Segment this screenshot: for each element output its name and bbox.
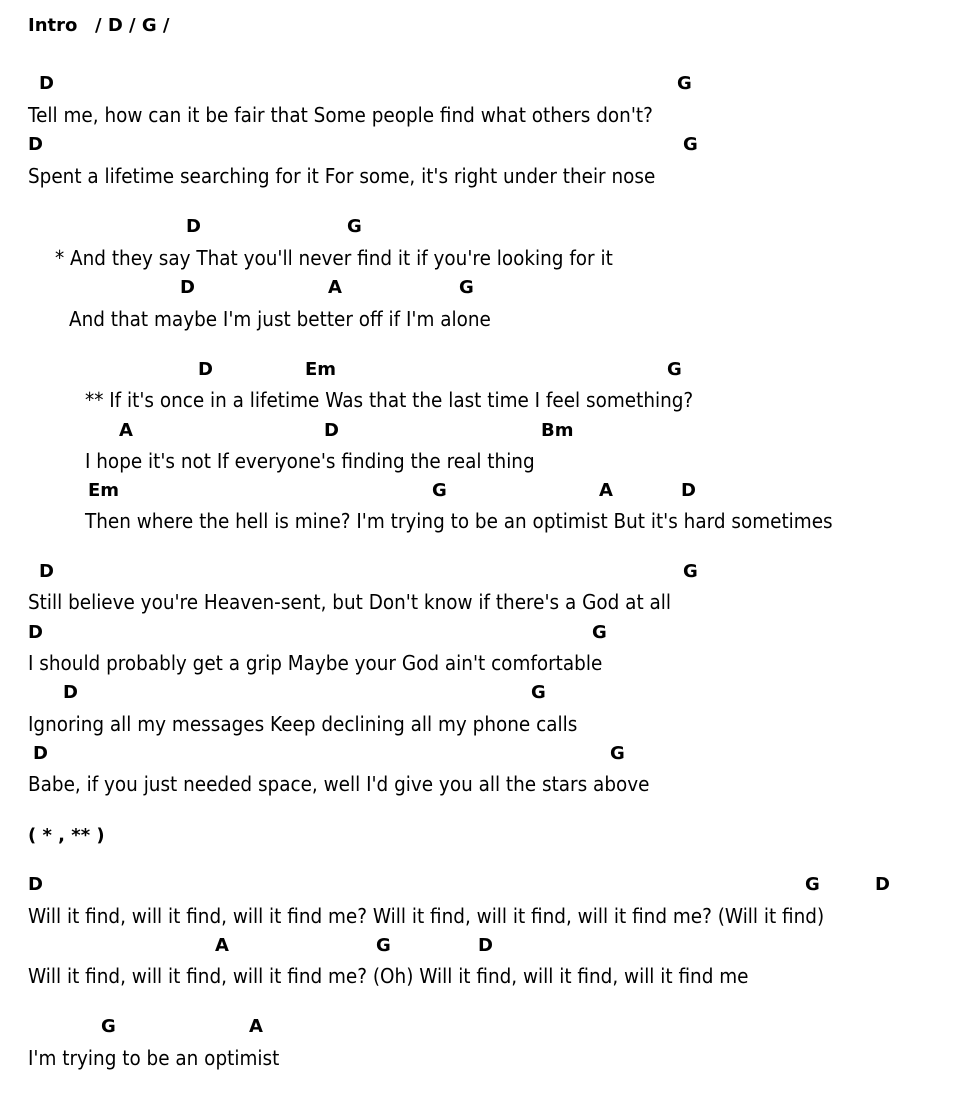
intro-chords: / D / G / — [95, 15, 170, 36]
chord: D — [28, 134, 43, 155]
lyric-line: Spent a lifetime searching for it For some, it's right under their nose — [28, 164, 656, 188]
chord: G — [677, 73, 692, 94]
lyric-line: I should probably get a grip Maybe your God ain't comfortable — [28, 651, 603, 675]
chord: D — [33, 743, 48, 764]
chord: G — [531, 682, 546, 703]
lyric-line: Tell me, how can it be fair that Some people find what others don't? — [28, 103, 653, 127]
chord: Bm — [541, 420, 574, 441]
chord: G — [805, 874, 820, 895]
chord: D — [681, 480, 696, 501]
lyric-line: ** If it's once in a lifetime Was that the last time I feel something? — [85, 388, 694, 412]
chord: G — [432, 480, 447, 501]
chord: G — [610, 743, 625, 764]
repeat-marker: ( * , ** ) — [28, 825, 105, 846]
lyric-line: Ignoring all my messages Keep declining all my phone calls — [28, 712, 578, 736]
chord: A — [249, 1016, 263, 1037]
lyric-line: Still believe you're Heaven-sent, but Don't know if there's a God at all — [28, 590, 672, 614]
lyric-line: I hope it's not If everyone's finding the real thing — [85, 449, 535, 473]
chord: G — [459, 277, 474, 298]
lyric-line: And that maybe I'm just better off if I'm alone — [69, 307, 491, 331]
chord: A — [328, 277, 342, 298]
chord: D — [28, 622, 43, 643]
lyric-line: Then where the hell is mine? I'm trying to be an optimist But it's hard sometimes — [85, 509, 833, 533]
chord: D — [875, 874, 890, 895]
chord: Em — [305, 359, 337, 380]
chord: G — [592, 622, 607, 643]
chord: D — [63, 682, 78, 703]
chord: D — [324, 420, 339, 441]
lyric-line: Will it find, will it find, will it find me? (Oh) Will it find, will it find, will it find me — [28, 964, 749, 988]
chord: A — [599, 480, 613, 501]
lyric-line: Babe, if you just needed space, well I'd give you all the stars above — [28, 772, 650, 796]
chord: D — [39, 73, 54, 94]
lyric-line: Will it find, will it find, will it find me? Will it find, will it find, will it find me? (Will it find) — [28, 904, 825, 928]
chord: D — [28, 874, 43, 895]
lyric-line: * And they say That you'll never find it if you're looking for it — [55, 246, 613, 270]
chord: G — [683, 561, 698, 582]
chord: D — [478, 935, 493, 956]
chord: A — [215, 935, 229, 956]
chord: D — [39, 561, 54, 582]
chord: G — [347, 216, 362, 237]
chord: G — [101, 1016, 116, 1037]
chord: G — [667, 359, 682, 380]
lyric-line: I'm trying to be an optimist — [28, 1046, 280, 1070]
chord: A — [119, 420, 133, 441]
chord: D — [180, 277, 195, 298]
chord: D — [186, 216, 201, 237]
chord: D — [198, 359, 213, 380]
chord: Em — [88, 480, 120, 501]
intro-label: Intro — [28, 15, 78, 36]
chord: G — [376, 935, 391, 956]
chord: G — [683, 134, 698, 155]
